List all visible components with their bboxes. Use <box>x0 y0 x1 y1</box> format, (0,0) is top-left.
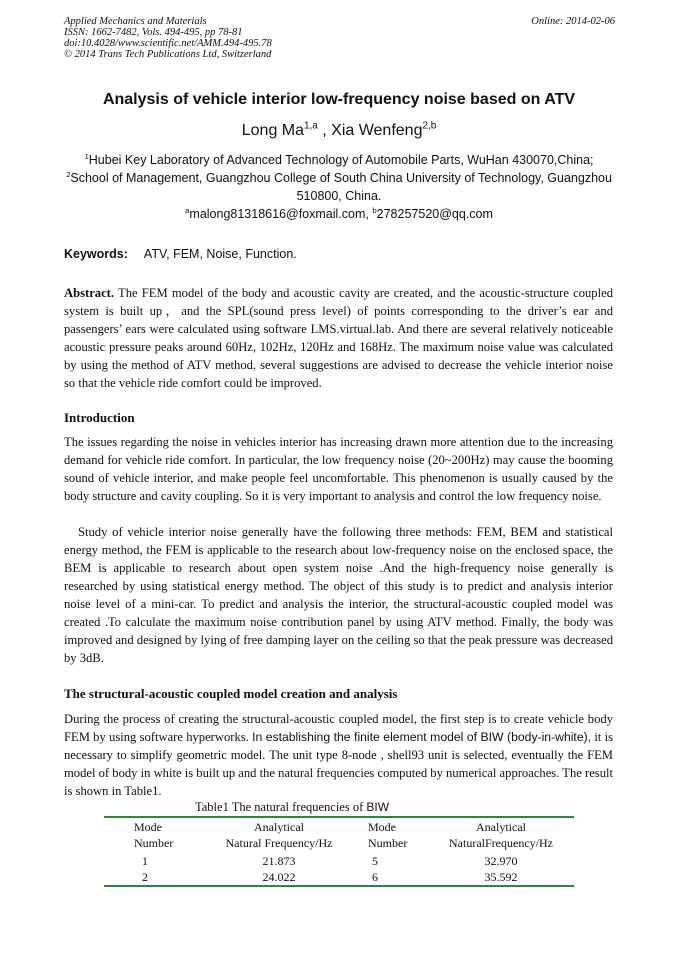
section-2-heading: The structural-acoustic coupled model creation and analysis <box>64 686 398 701</box>
section-2-text-b: In establishing the finite element model of BIW (body-in-white), <box>252 730 592 744</box>
table-header-row <box>104 816 574 835</box>
affiliation-1-sup: 1 <box>84 151 89 161</box>
section-2-text-c: it is necessary to simplify geometric model. The unit type 8-node , shell93 unit is selected, eventually the FEM model of body in white is built up and the natural frequencies computed by numerical approaches. The result is shown in Table1. <box>64 730 613 798</box>
table-header-cell: Mode <box>134 820 162 834</box>
paper-title: Analysis of vehicle interior low-frequency noise based on ATV <box>102 91 576 108</box>
introduction-heading: Introduction <box>64 410 135 425</box>
table-header-row <box>104 835 574 851</box>
abstract-text: The FEM model of the body and acoustic cavity are created, and the acoustic-structure coupled system is built up，and the SPL(sound press level) of points corresponding to the driver’s ear and passengers’ ears were calculated using software LMS.virtual.lab. And there are several relatively noticeable acoustic pressure peaks around 60Hz, 102Hz, 120Hz and 168Hz. The maximum noise value was calculated by using the method of ATV method, several suggestions are advised to decrease the vehicle interior noise so that the vehicle ride comfort could be improved. <box>64 286 613 390</box>
table-header-cell: Mode <box>368 820 396 834</box>
introduction-paragraph-2: Study of vehicle interior noise generally have the following three methods: FEM, BEM and statistical energy method, the FEM is applicable to the research about low-frequency noise on the enclosed space, the BEM is applicable to research about open system noise .And the high-frequency noise generally is researched by using statistical energy method. The object of this study is to predict and analysis interior noise level of a mini-car. To predict and analysis the interior, the structural-acoustic coupled model was created .To calculate the maximum noise contribution panel by using ATV method. Finally, the body was improved and designed by lying of free damping layer on the ceiling so that the peak pressure was decreased by 3dB. <box>64 525 613 665</box>
table-header-cell: NaturalFrequency/Hz <box>449 836 553 850</box>
table-cell: 2 <box>142 870 148 884</box>
affiliation-1 <box>40 151 638 169</box>
journal-name: Applied Mechanics and Materials <box>64 16 207 27</box>
keywords-text: ATV, FEM, Noise, Function. <box>143 247 297 261</box>
running-header <box>64 16 272 60</box>
table-row <box>104 851 574 869</box>
table-header-cell: Number <box>134 836 174 850</box>
table-header-cell: Analytical <box>254 820 304 834</box>
table-1-bottom-rule <box>104 885 574 887</box>
section-2-paragraph <box>64 710 613 800</box>
email-b: 278257520@qq.com <box>376 207 493 221</box>
author-2-name: Xia Wenfeng <box>331 122 423 139</box>
abstract-label: Abstract. <box>64 286 115 300</box>
keywords-label: Keywords: <box>64 247 128 261</box>
table-1 <box>104 816 574 885</box>
table-cell: 32.970 <box>484 854 518 868</box>
author-separator: , <box>317 122 332 139</box>
affiliation-2-line2: 510800, China. <box>296 189 382 203</box>
table-header-cell: Number <box>368 836 408 850</box>
doi-line: doi:10.4028/www.scientific.net/AMM.494-495.78 <box>64 38 272 49</box>
table-cell: 35.592 <box>484 870 518 884</box>
affiliation-2-line1: School of Management, Guangzhou College of South China University of Technology, Guangzhou <box>70 171 612 185</box>
table-cell: 1 <box>142 854 148 868</box>
table-cell: 21.873 <box>262 854 296 868</box>
author-line <box>0 122 678 140</box>
introduction-paragraph-1: The issues regarding the noise in vehicles interior has increasing drawn more attention due to the increasing demand for vehicle ride comfort. In particular, the low frequency noise (20~200Hz) may cause the booming sound of vehicle interior, and make people feel uncomfortable. This phenomenon is usually caused by the body structure and cavity coupling. So it is very important to analysis and control the low frequency noise. <box>64 435 613 503</box>
table-1-caption-text: Table1 The natural frequencies of <box>195 800 367 814</box>
author-1-sup: 1,a <box>304 120 318 132</box>
table-header-cell: Natural Frequency/Hz <box>225 836 333 850</box>
table-1-caption <box>195 800 389 815</box>
table-1-caption-biw: BIW <box>366 800 390 814</box>
affiliation-1-text: Hubei Key Laboratory of Advanced Technology of Automobile Parts, WuHan 430070,China; <box>88 153 594 167</box>
affiliation-2 <box>40 169 638 187</box>
table-cell: 5 <box>372 854 378 868</box>
section-2-text-a: During the process of creating the structural-acoustic coupled model, the first step is to create vehicle body FEM by using software hyperworks. <box>64 712 613 744</box>
online-date: Online: 2014-02-06 <box>531 16 615 27</box>
copyright-line: © 2014 Trans Tech Publications Ltd, Switzerland <box>64 49 272 60</box>
table-row <box>104 869 574 885</box>
affiliation-2-sup: 2 <box>66 169 71 179</box>
table-header-cell: Analytical <box>476 820 526 834</box>
email-b-sup: b <box>372 205 377 215</box>
keywords <box>64 245 297 263</box>
email-a: malong81318616@foxmail.com, <box>189 207 373 221</box>
table-cell: 6 <box>372 870 378 884</box>
issn-line: ISSN: 1662-7482, Vols. 494-495, pp 78-81 <box>64 27 243 38</box>
author-2-sup: 2,b <box>422 120 437 132</box>
author-1-name: Long Ma <box>241 122 305 139</box>
table-cell: 24.022 <box>262 870 296 884</box>
abstract <box>64 284 613 392</box>
email-a-sup: a <box>185 205 190 215</box>
email-line <box>40 205 638 223</box>
